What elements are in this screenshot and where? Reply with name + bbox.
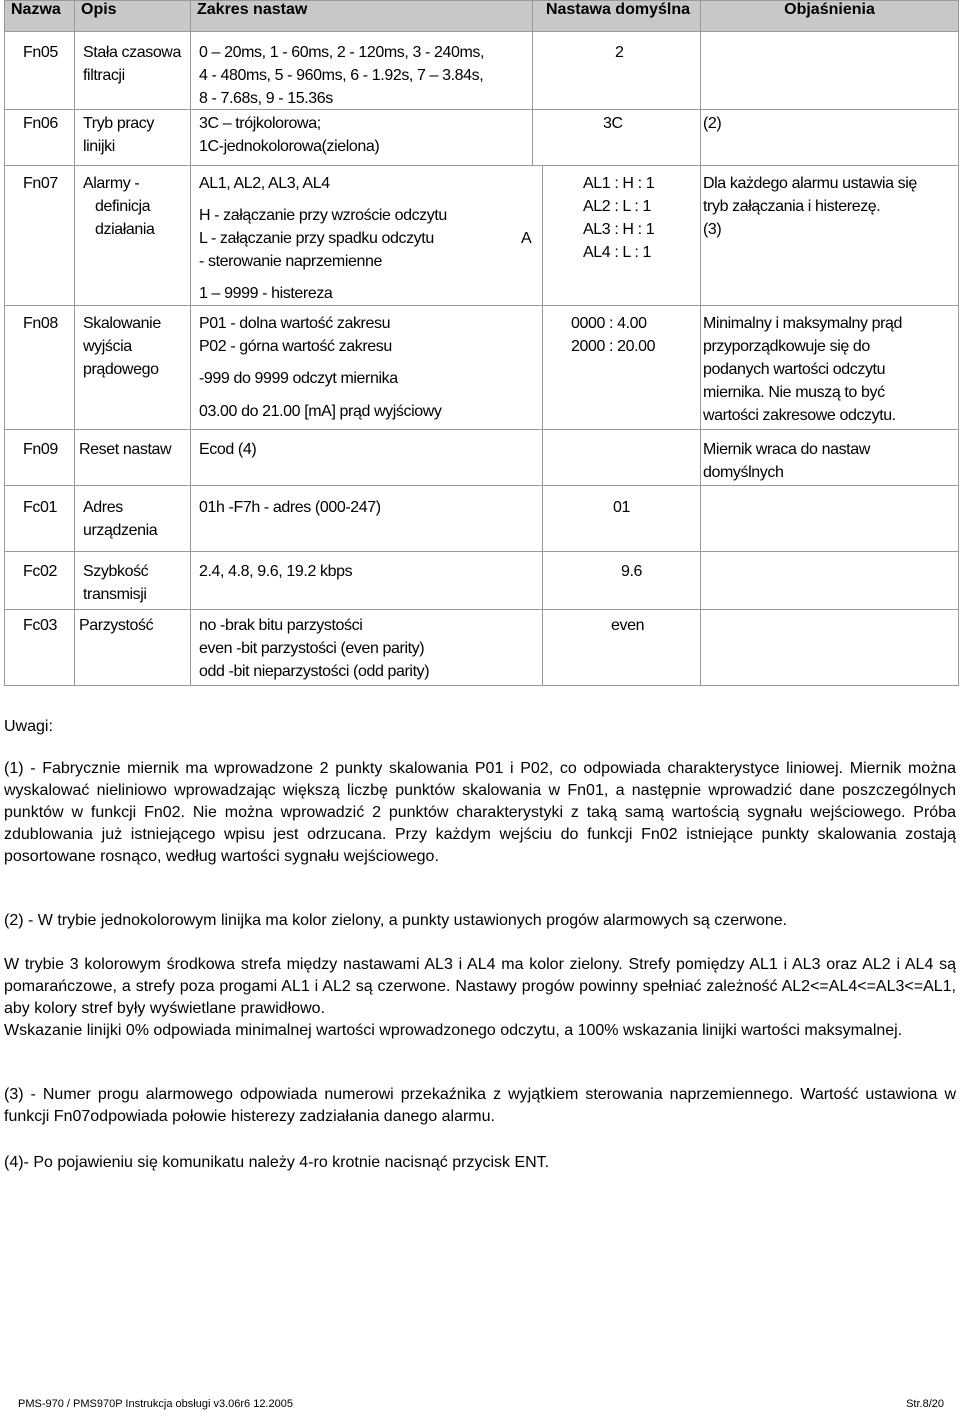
range-line: AL1, AL2, AL3, AL4 xyxy=(199,175,330,192)
note-text: wartości zakresowe odczytu. xyxy=(703,407,896,424)
range-letter: A xyxy=(521,230,532,247)
table-row-fn05 xyxy=(5,32,959,110)
row-desc: Szybkość xyxy=(83,563,149,580)
row-desc: Stała czasowa xyxy=(83,44,181,61)
default-value: 2000 : 20.00 xyxy=(571,338,656,355)
default-value: 0000 : 4.00 xyxy=(571,315,647,332)
row-desc: urządzenia xyxy=(83,522,158,539)
default-value: AL3 : H : 1 xyxy=(583,221,655,238)
note-text: (3) xyxy=(703,221,722,238)
table-row-fc02 xyxy=(5,552,959,610)
range-line: P02 - górna wartość zakresu xyxy=(199,338,392,355)
parameters-table xyxy=(4,0,959,686)
default-value: 9.6 xyxy=(621,563,643,580)
table-row-fn07 xyxy=(5,166,959,306)
default-value: 01 xyxy=(613,499,630,516)
range-line: -999 do 9999 odczyt miernika xyxy=(199,370,398,387)
row-name: Fn08 xyxy=(23,315,58,332)
note-1: (1) - Fabrycznie miernik ma wprowadzone 2 punkty skalowania P01 i P02, co odpowiada charakterystyce liniowej. Miernik można wyskalować nieliniowo wprowadzając większą liczbę punktów skalowania w Fn01, a następnie wprowadzić dane poszczególnych punktów w funkcji Fn02. Nie można wprowadzić 2 punktów charakterystyki z taką samą wartością sygnału wejściowego. Próba zdublowania już istniejącego wpisu jest odrzucana. Przy każdym wejściu do funkcji Fn02 istniejące punkty skalowania zostają posortowane rosnąco, według wartości sygnału wejściowego. xyxy=(4,760,956,865)
range-line: odd -bit nieparzystości (odd parity) xyxy=(199,663,430,680)
notes-title: Uwagi: xyxy=(4,718,53,735)
table-header-row xyxy=(5,1,959,32)
range-line: 01h -F7h - adres (000-247) xyxy=(199,499,381,516)
table-row-fc01 xyxy=(5,486,959,552)
default-value: AL2 : L : 1 xyxy=(583,198,651,215)
row-name: Fn05 xyxy=(23,44,58,61)
note-text: tryb załączania i histerezę. xyxy=(703,198,881,215)
row-name: Fn06 xyxy=(23,115,58,132)
row-desc: Skalowanie xyxy=(83,315,161,332)
row-desc: działania xyxy=(95,221,155,238)
note-2c: Wskazanie linijki 0% odpowiada minimalnej wartości wprowadzonego odczytu, a 100% wskazania linijki wartości maksymalnej. xyxy=(4,1022,903,1039)
row-desc: transmisji xyxy=(83,586,147,603)
default-value: 3C xyxy=(603,115,623,132)
note-text: (2) xyxy=(703,115,722,132)
range-line: 2.4, 4.8, 9.6, 19.2 kbps xyxy=(199,563,353,580)
range-line: 1 – 9999 - histereza xyxy=(199,285,333,302)
table-row-fc03 xyxy=(5,610,959,686)
note-3: (3) - Numer progu alarmowego odpowiada numerowi przekaźnika z wyjątkiem sterowania naprzemiennego. Wartość ustawiona w funkcji Fn07odpowiada połowie histerezy zadziałania danego alarmu. xyxy=(4,1086,956,1125)
row-name: Fn07 xyxy=(23,175,58,192)
row-desc: filtracji xyxy=(83,67,125,84)
table-row-fn09 xyxy=(5,430,959,486)
note-text: Minimalny i maksymalny prąd xyxy=(703,315,903,332)
row-desc: prądowego xyxy=(83,361,159,378)
note-text: podanych wartości odczytu xyxy=(703,361,886,378)
default-value: AL1 : H : 1 xyxy=(583,175,655,192)
range-line: L - załączanie przy spadku odczytu xyxy=(199,230,434,247)
default-value: 2 xyxy=(615,44,624,61)
row-name: Fn09 xyxy=(23,441,58,458)
note-4: (4)- Po pojawieniu się komunikatu należy 4-ro krotnie nacisnąć przycisk ENT. xyxy=(4,1154,550,1171)
range-line: 3C – trójkolorowa; xyxy=(199,115,321,132)
header-nastawa: Nastawa domyślna xyxy=(533,1,701,32)
note-text: Dla każdego alarmu ustawia się xyxy=(703,175,917,192)
row-desc: wyjścia xyxy=(83,338,132,355)
row-desc: definicja xyxy=(95,198,151,215)
header-zakres: Zakres nastaw xyxy=(191,1,533,32)
footer-right: Str.8/20 xyxy=(906,1398,944,1410)
row-desc: Parzystość xyxy=(79,617,154,634)
row-desc: Tryb pracy xyxy=(83,115,154,132)
row-desc: linijki xyxy=(83,138,115,155)
note-text: Miernik wraca do nastaw xyxy=(703,441,870,458)
range-line: 4 - 480ms, 5 - 960ms, 6 - 1.92s, 7 – 3.84s, xyxy=(199,67,484,84)
note-text: miernika. Nie muszą to być xyxy=(703,384,885,401)
table-row-fn08 xyxy=(5,306,959,430)
row-name: Fc03 xyxy=(23,617,57,634)
range-line: even -bit parzystości (even parity) xyxy=(199,640,425,657)
note-2b: W trybie 3 kolorowym środkowa strefa między nastawami AL3 i AL4 ma kolor zielony. Strefy pomiędzy AL1 i AL3 oraz AL2 i AL4 są pomarańczowe, a strefy poza progami AL1 i AL2 są czerwone. Nastawy progów powinny spełniać zależność AL2<=AL4<=AL3<=AL1, aby kolory stref były wyświetlane prawidłowo. xyxy=(4,956,956,1017)
header-objasnienia: Objaśnienia xyxy=(701,1,959,32)
header-opis: Opis xyxy=(75,1,191,32)
header-nazwa: Nazwa xyxy=(5,1,75,32)
range-line: 03.00 do 21.00 [mA] prąd wyjściowy xyxy=(199,403,442,420)
row-desc: Adres xyxy=(83,499,123,516)
range-line: no -brak bitu parzystości xyxy=(199,617,363,634)
range-line: P01 - dolna wartość zakresu xyxy=(199,315,391,332)
row-desc: Alarmy - xyxy=(83,175,140,192)
default-value: even xyxy=(611,617,645,634)
range-line: 0 – 20ms, 1 - 60ms, 2 - 120ms, 3 - 240ms, xyxy=(199,44,485,61)
range-line: - sterowanie naprzemienne xyxy=(199,253,382,270)
range-line: 1C-jednokolorowa(zielona) xyxy=(199,138,380,155)
footer-left: PMS-970 / PMS970P Instrukcja obsługi v3.06r6 12.2005 xyxy=(18,1398,293,1410)
note-text: przyporządkowuje się do xyxy=(703,338,870,355)
range-line: H - załączanie przy wzroście odczytu xyxy=(199,207,447,224)
range-line: 8 - 7.68s, 9 - 15.36s xyxy=(199,90,333,107)
range-line: Ecod (4) xyxy=(199,441,257,458)
row-name: Fc01 xyxy=(23,499,57,516)
note-2a: (2) - W trybie jednokolorowym linijka ma kolor zielony, a punkty ustawionych progów alarmowych są czerwone. xyxy=(4,912,788,929)
default-value: AL4 : L : 1 xyxy=(583,244,651,261)
row-desc: Reset nastaw xyxy=(79,441,172,458)
table-row-fn06 xyxy=(5,110,959,166)
row-name: Fc02 xyxy=(23,563,57,580)
note-text: domyślnych xyxy=(703,464,784,481)
